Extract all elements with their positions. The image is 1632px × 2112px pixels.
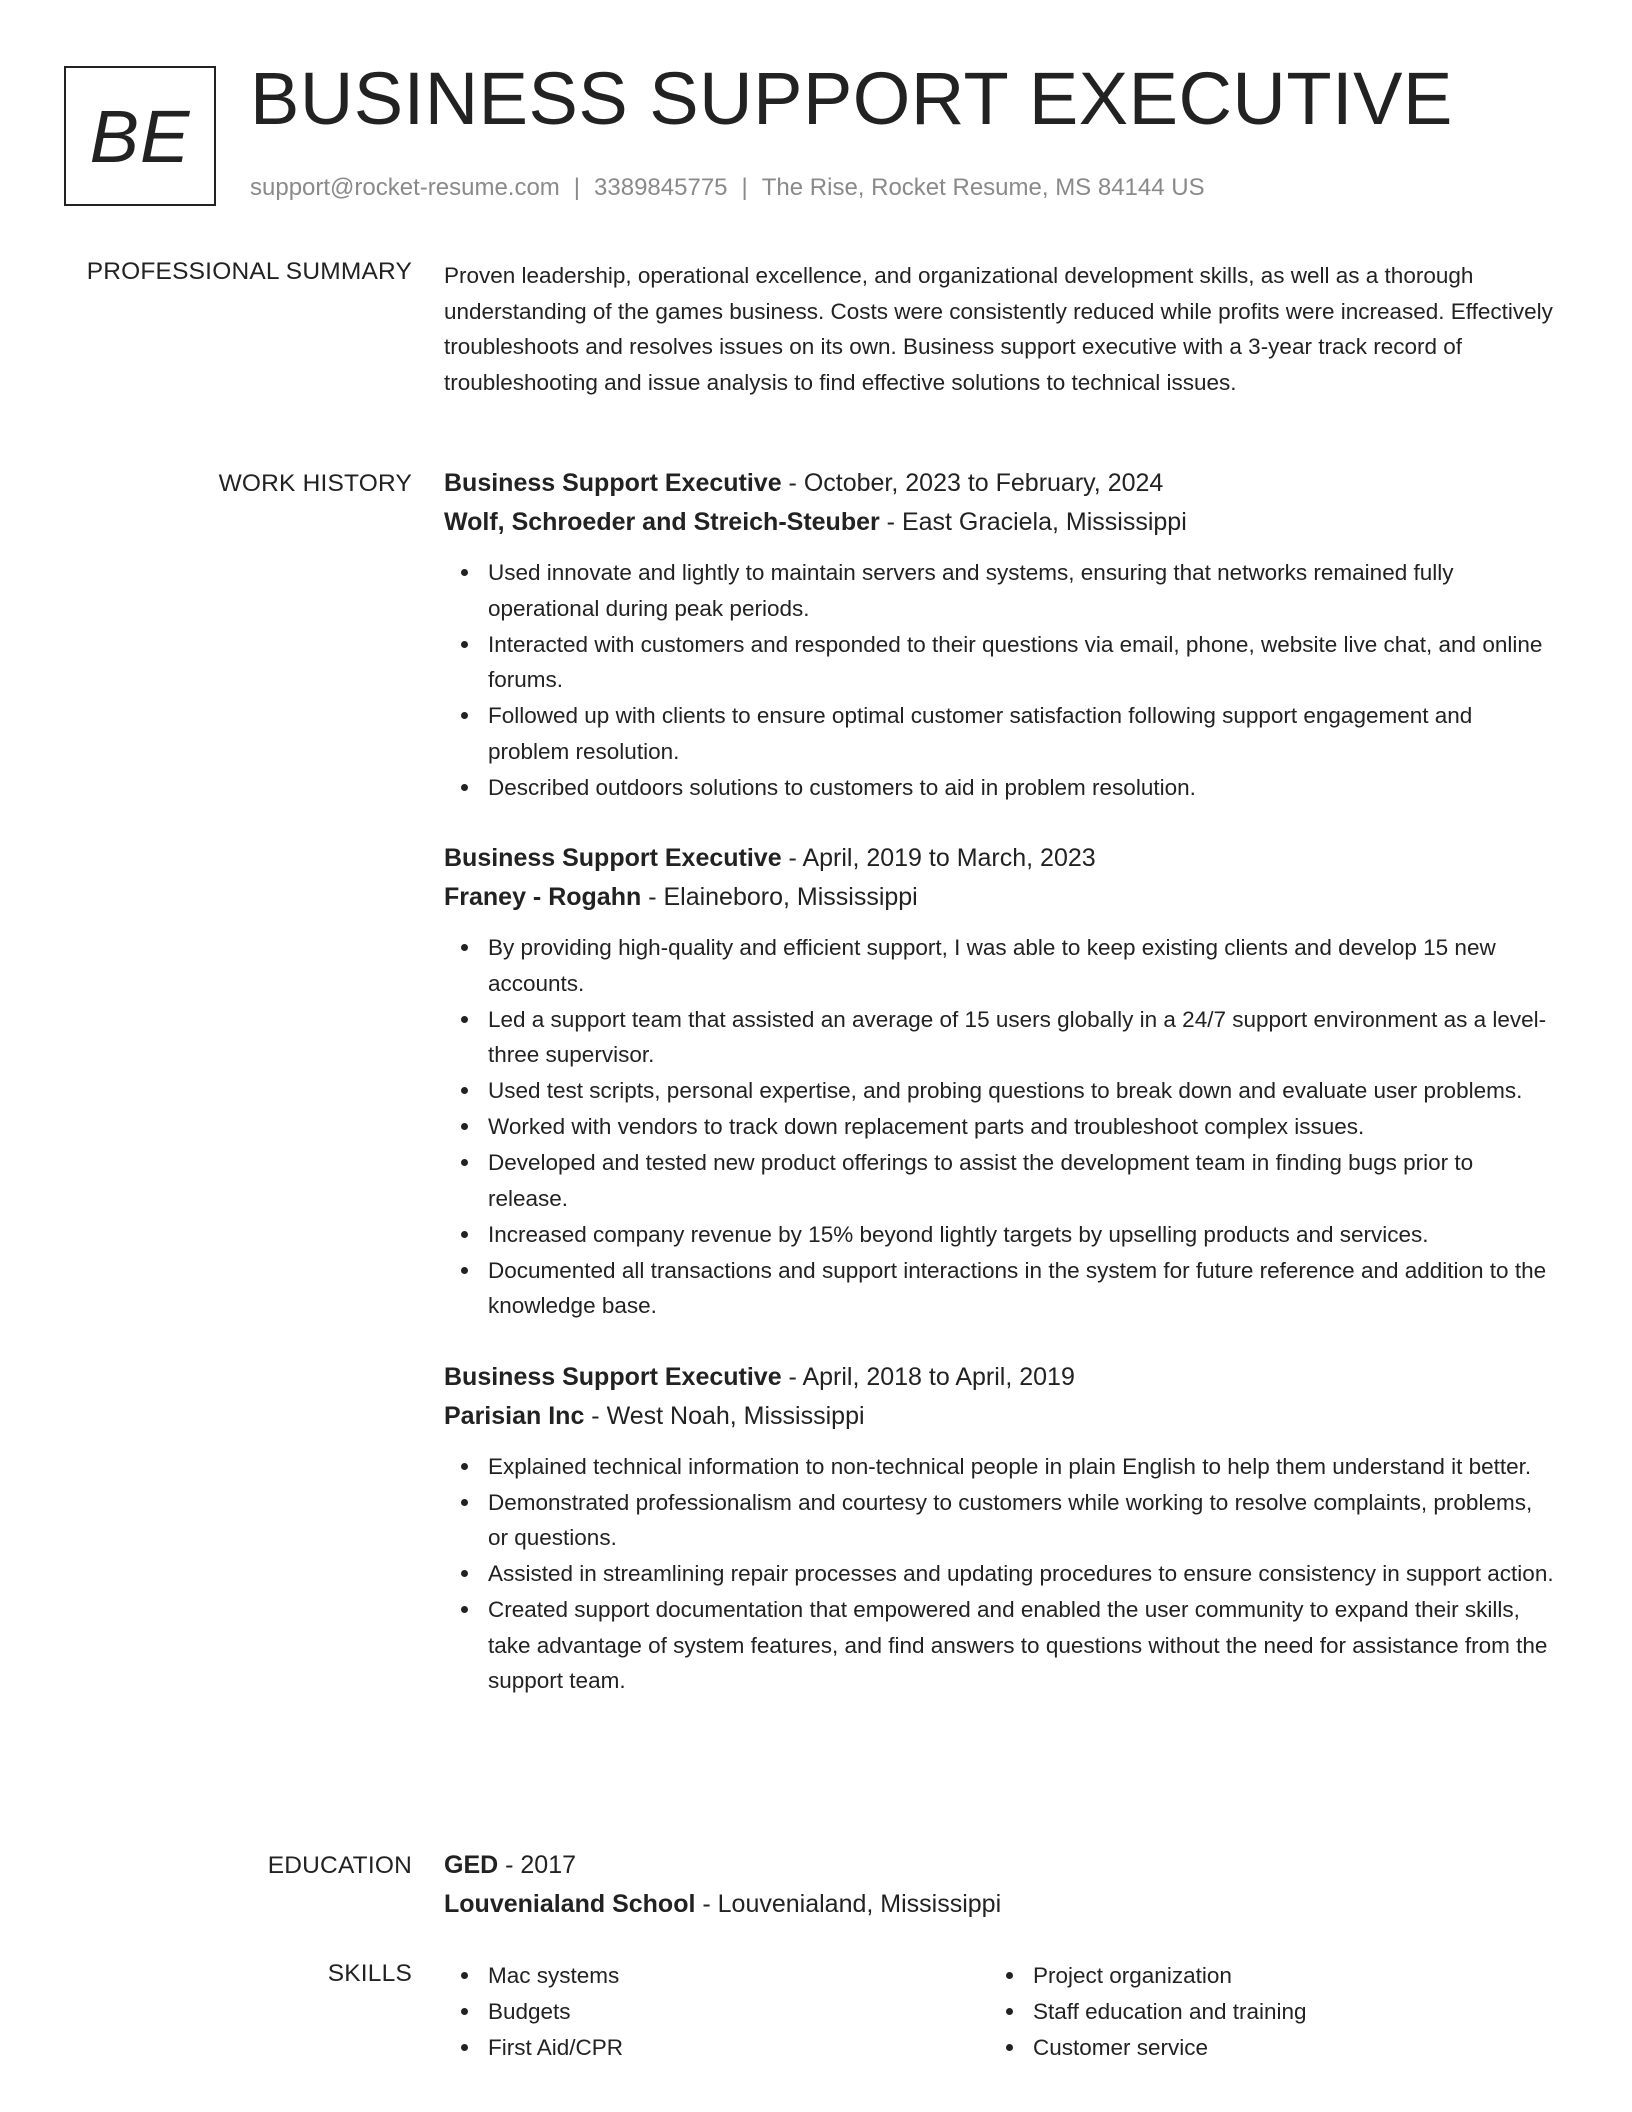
job-title-line [444, 464, 1556, 503]
job-bullets [444, 930, 1556, 1324]
contact-separator: | [741, 174, 748, 201]
list-item: Described outdoors solutions to customers to aid in problem resolution. [488, 770, 1556, 806]
job-dates: - April, 2018 to April, 2019 [781, 1362, 1075, 1391]
section-label-skills: SKILLS [327, 1960, 412, 1987]
list-item: Mac systems [488, 1958, 989, 1994]
education-location: - Louvenialand, Mississippi [695, 1890, 1002, 1918]
job-title-line [444, 839, 1556, 878]
section-label-work: WORK HISTORY [218, 470, 412, 497]
job-company: Parisian Inc [444, 1401, 585, 1430]
skills-grid [444, 1958, 1556, 2066]
job-company-line [444, 878, 1556, 917]
job-company: Wolf, Schroeder and Streich-Steuber [444, 508, 880, 536]
contact-phone: 3389845775 [594, 174, 728, 201]
summary-text: Proven leadership, operational excellence, and organizational development skills, as well as a thorough understanding of the games business. Costs were consistently reduced while profits were increased. Effectively troubleshoots and resolves issues on its own. Business support executive with a 3-year track record of troubleshooting and issue analysis to find effective solutions to technical issues. [444, 263, 1553, 395]
list-item: Used innovate and lightly to maintain servers and systems, ensuring that networks remained fully operational during peak periods. [488, 555, 1556, 626]
education-body [444, 1846, 1556, 1924]
list-item: Used test scripts, personal expertise, and probing questions to break down and evaluate user problems. [488, 1073, 1556, 1109]
skills-body [444, 1958, 1556, 2066]
education-year: - 2017 [498, 1851, 577, 1879]
job-entry [444, 1358, 1556, 1699]
job-company: Franey - Rogahn [444, 883, 642, 911]
job-title: Business Support Executive [444, 844, 782, 872]
section-label-education: EDUCATION [267, 1852, 412, 1879]
list-item: Budgets [488, 1994, 989, 2030]
list-item: Created support documentation that empowered and enabled the user community to expand their skills, take advantage of system features, and find answers to questions without the need for assistance from the support team. [488, 1592, 1556, 1699]
job-location: - West Noah, Mississippi [584, 1401, 865, 1430]
job-entry [444, 839, 1556, 1324]
job-location: - Elaineboro, Mississippi [641, 883, 918, 911]
job-dates: - October, 2023 to February, 2024 [781, 469, 1164, 497]
list-item: Increased company revenue by 15% beyond lightly targets by upselling products and services. [488, 1217, 1556, 1253]
job-title: Business Support Executive [444, 469, 782, 497]
job-bullets [444, 1449, 1556, 1699]
list-item: Demonstrated professionalism and courtesy to customers while working to resolve complaints, problems, or questions. [488, 1485, 1556, 1556]
list-item: Developed and tested new product offerings to assist the development team in finding bugs prior to release. [488, 1145, 1556, 1216]
skills-column-left [444, 1958, 989, 2066]
list-item: Staff education and training [1033, 1994, 1534, 2030]
job-entry [444, 464, 1556, 805]
work-body [444, 464, 1556, 1733]
skills-list-left [444, 1958, 989, 2066]
job-company-line [444, 503, 1556, 542]
job-dates: - April, 2019 to March, 2023 [781, 844, 1096, 872]
job-bullets [444, 555, 1556, 805]
summary-body [444, 258, 1556, 400]
list-item: Worked with vendors to track down replacement parts and troubleshoot complex issues. [488, 1109, 1556, 1145]
job-title-line [444, 1358, 1556, 1397]
contact-separator: | [573, 174, 581, 201]
skills-list-right [989, 1958, 1534, 2066]
list-item: Led a support team that assisted an average of 15 users globally in a 24/7 support environment as a level-three supervisor. [488, 1002, 1556, 1073]
list-item: Interacted with customers and responded to their questions via email, phone, website live chat, and online forums. [488, 627, 1556, 698]
list-item: By providing high-quality and efficient support, I was able to keep existing clients and develop 15 new accounts. [488, 930, 1556, 1001]
list-item: Documented all transactions and support interactions in the system for future reference and addition to the knowledge base. [488, 1253, 1556, 1324]
section-label-summary: PROFESSIONAL SUMMARY [86, 258, 412, 285]
education-degree-line [444, 1846, 1556, 1885]
list-item: Project organization [1033, 1958, 1534, 1994]
list-item: Assisted in streamlining repair processes and updating procedures to ensure consistency in support action. [488, 1556, 1556, 1592]
skills-column-right [989, 1958, 1534, 2066]
education-degree: GED [444, 1851, 499, 1879]
list-item: Explained technical information to non-technical people in plain English to help them understand it better. [488, 1449, 1556, 1485]
contact-email: support@rocket-resume.com [250, 174, 560, 201]
resume-title: BUSINESS SUPPORT EXECUTIVE [250, 57, 1453, 140]
job-company-line [444, 1397, 1556, 1436]
job-location: - East Graciela, Mississippi [879, 508, 1187, 536]
list-item: First Aid/CPR [488, 2030, 989, 2066]
job-title: Business Support Executive [444, 1362, 782, 1391]
monogram-initials: BE [89, 94, 191, 178]
monogram-box [64, 66, 216, 206]
list-item: Followed up with clients to ensure optimal customer satisfaction following support engagement and problem resolution. [488, 698, 1556, 769]
education-school: Louvenialand School [444, 1890, 696, 1918]
contact-address: The Rise, Rocket Resume, MS 84144 US [761, 174, 1205, 201]
education-school-line [444, 1885, 1556, 1924]
list-item: Customer service [1033, 2030, 1534, 2066]
contact-line [250, 174, 1205, 202]
